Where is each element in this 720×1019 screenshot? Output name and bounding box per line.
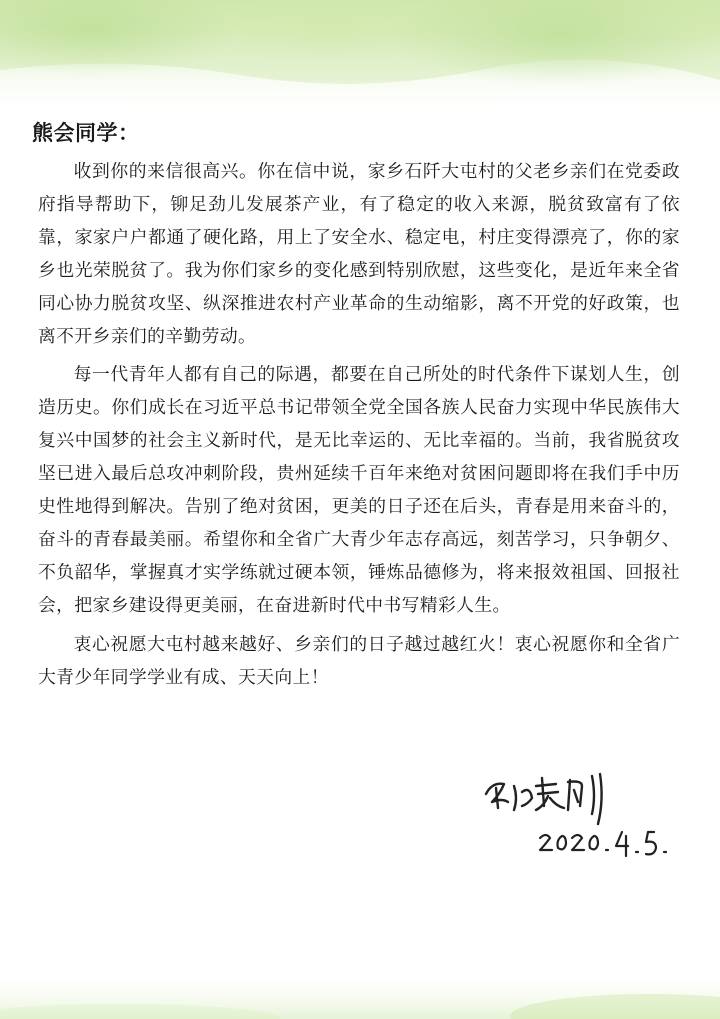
letter-body (38, 156, 680, 701)
bottom-watercolor-decoration (0, 968, 720, 1019)
top-watercolor-decoration (0, 0, 720, 118)
handwritten-signature-block (478, 772, 678, 862)
letter-paragraph-2: 每一代青年人都有自己的际遇，都要在自己所处的时代条件下谋划人生，创造历史。你们成长在习近平总书记带领全党全国各族人民奋力实现中华民族伟大复兴中国梦的社会主义新时代，是无比幸运的、无比幸福的。当前，我省脱贫攻坚已进入最后总攻冲刺阶段，贵州延续千百年来绝对贫困问题即将在我们手中历史性地得到解决。告别了绝对贫困，更美的日子还在后头，青春是用来奋斗的，奋斗的青春最美丽。希望你和全省广大青少年志存高远，刻苦学习，只争朝夕、不负韶华，掌握真才实学练就过硬本领，锤炼品德修为，将来报效祖国、回报社会，把家乡建设得更美丽，在奋进新时代中书写精彩人生。 (38, 364, 680, 616)
handwritten-signature (486, 774, 602, 824)
letter-salutation: 熊会同学： (32, 120, 140, 145)
letter-paragraph-3: 衷心祝愿大屯村越来越好、乡亲们的日子越过越红火！衷心祝愿你和全省广大青少年同学学业有成、天天向上！ (38, 633, 680, 688)
handwritten-date (540, 832, 666, 856)
letter-paragraph-1: 收到你的来信很高兴。你在信中说，家乡石阡大屯村的父老乡亲们在党委政府指导帮助下，铆足劲儿发展茶产业，有了稳定的收入来源，脱贫致富有了依靠，家家户户都通了硬化路，用上了安全水、稳定电，村庄变得漂亮了，你的家乡也光荣脱贫了。我为你们家乡的变化感到特别欣慰，这些变化，是近年来全省同心协力脱贫攻坚、纵深推进农村产业革命的生动缩影，离不开党的好政策，也离不开乡亲们的辛勤劳动。 (38, 161, 680, 347)
